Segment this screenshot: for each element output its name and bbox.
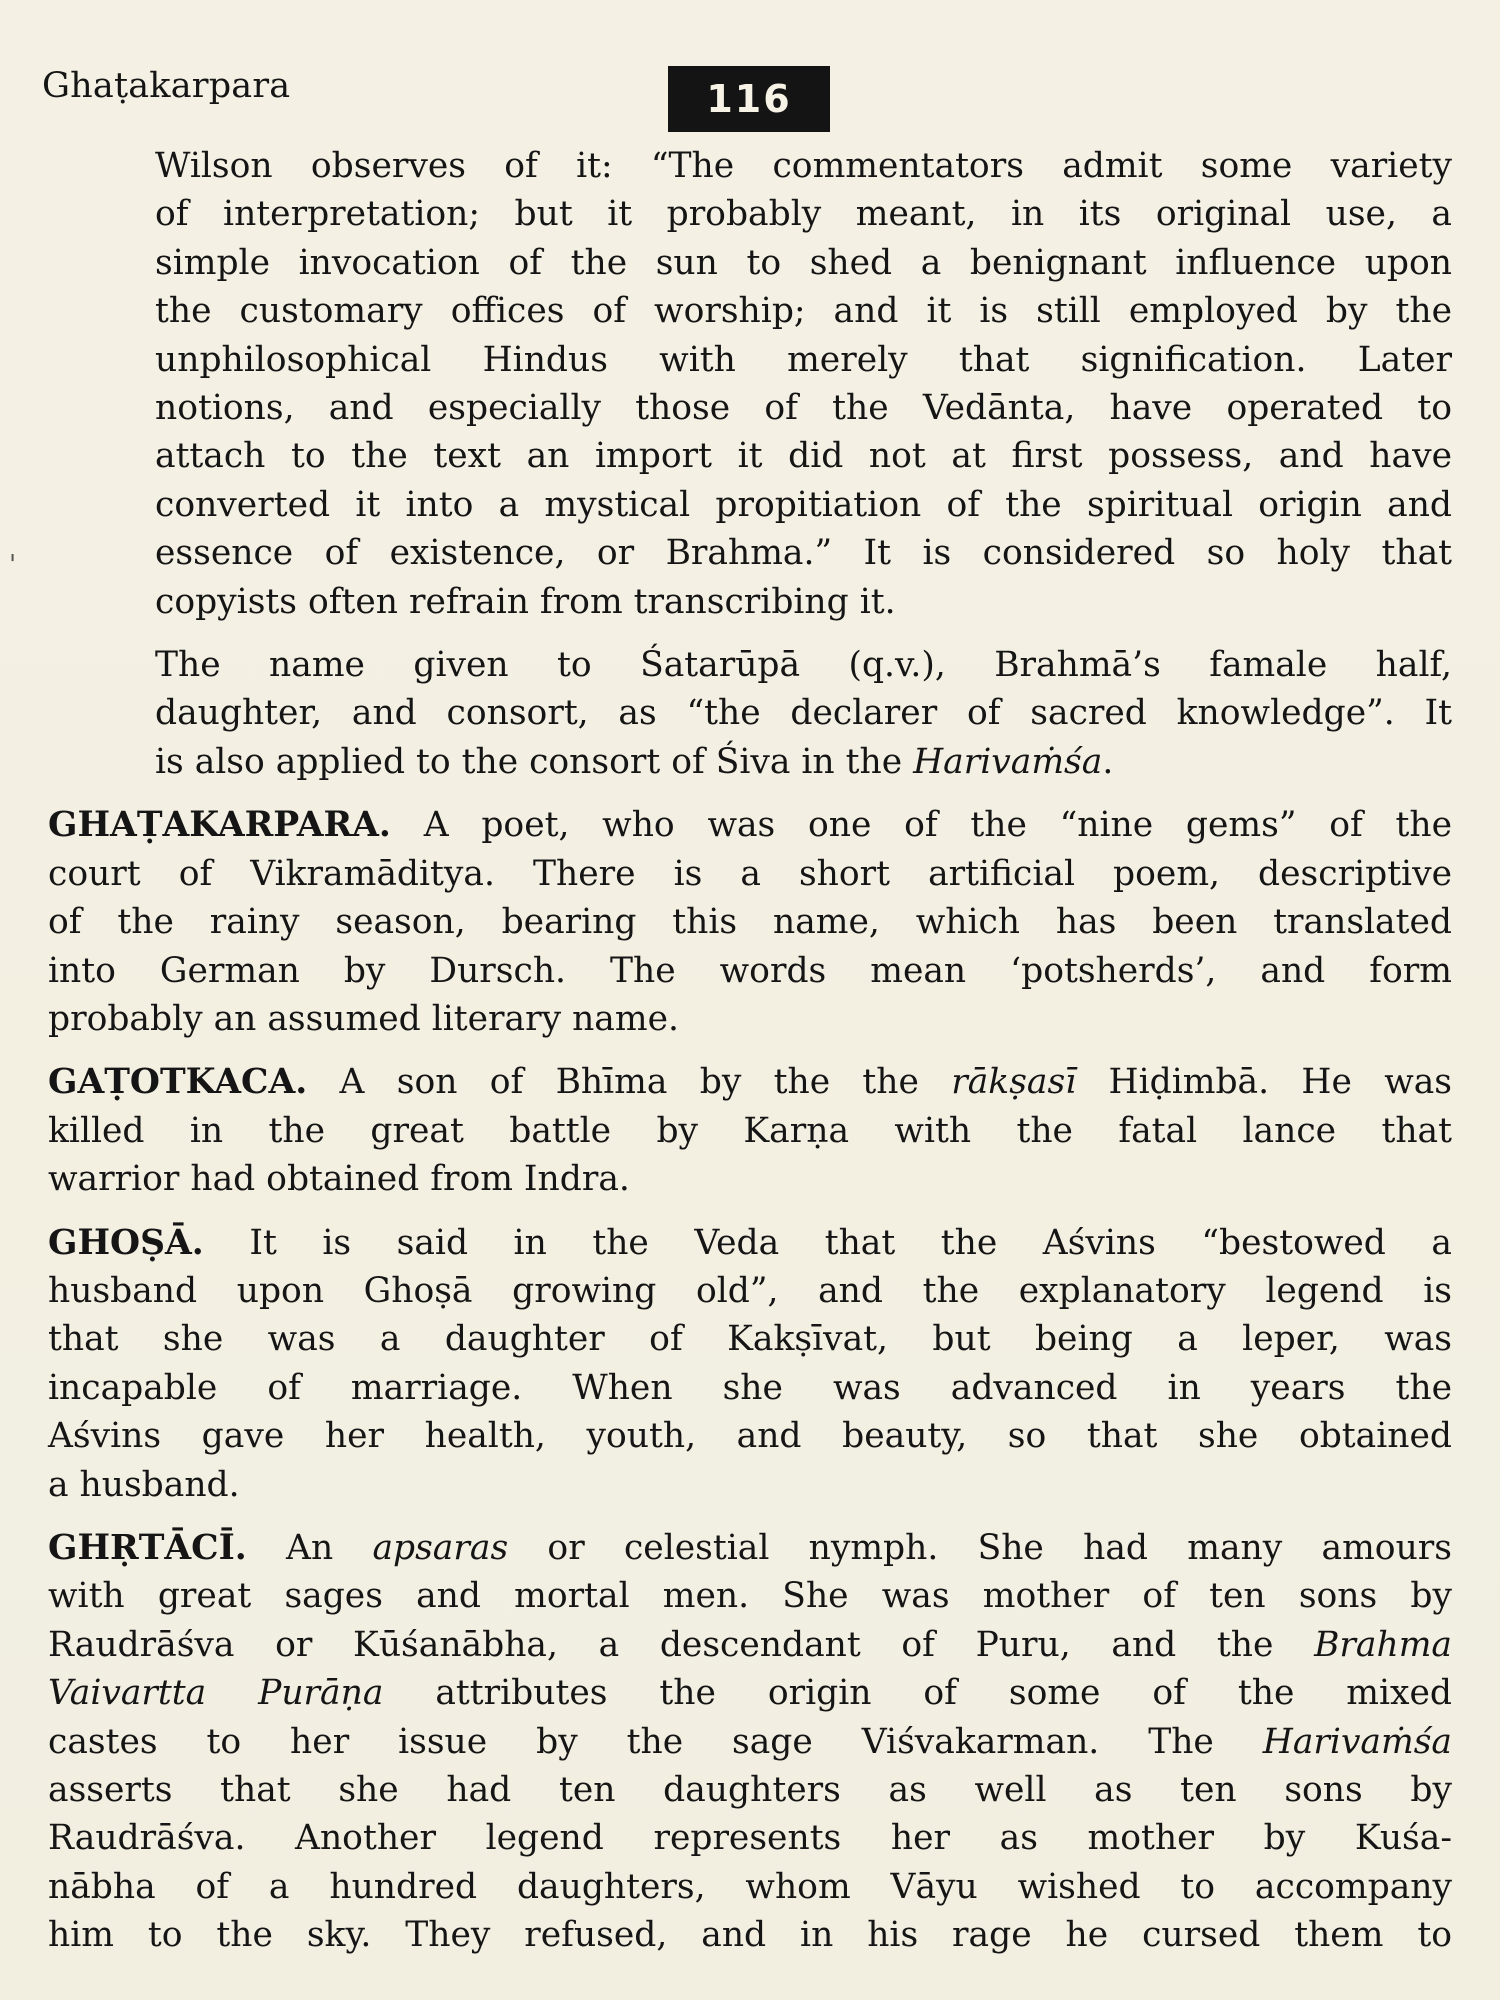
text-run: castes to her issue by the sage Viśvakarman. The — [48, 1721, 1263, 1762]
text-line: of interpretation; but it probably meant, in its original use, a — [155, 194, 1452, 235]
text-line — [48, 801, 1452, 849]
text-line — [48, 738, 1452, 786]
text-line: attach to the text an import it did not at first possess, and have — [155, 436, 1452, 477]
text-line: notions, and especially those of the Vedānta, have operated to — [155, 388, 1452, 429]
text-line — [48, 1524, 1452, 1572]
entry-ghatakarpara — [48, 801, 1452, 1043]
text-line: essence of existence, or Brahma.” It is considered so holy that — [155, 533, 1452, 574]
entry-headword: GHAṬAKARPARA. — [48, 805, 391, 846]
paragraph-satarupa — [48, 641, 1452, 786]
entry-ghrtaci — [48, 1524, 1452, 1960]
text-line: converted it into a mystical propitiation of the spiritual origin and — [155, 484, 1452, 525]
text-line: probably an assumed literary name. — [48, 998, 679, 1039]
text-run: . — [1102, 741, 1114, 782]
text-line: unphilosophical Hindus with merely that signification. Later — [155, 339, 1452, 380]
text-line: the customary offices of worship; and it is still employed by the — [155, 291, 1452, 332]
text-line: daughter, and consort, as “the declarer of sacred knowledge”. It — [155, 693, 1452, 734]
text-line: with great sages and mortal men. She was mother of ten sons by — [48, 1576, 1452, 1617]
text-line: simple invocation of the sun to shed a benignant influence upon — [155, 242, 1452, 283]
text-line: court of Vikramāditya. There is a short artificial poem, descriptive — [48, 853, 1452, 894]
text-line: copyists often refrain from transcribing it. — [155, 581, 896, 622]
italic-term: apsaras — [372, 1527, 509, 1568]
entry-headword: GHOṢĀ. — [48, 1222, 204, 1263]
text-run: attributes the origin of some of the mixed — [383, 1673, 1453, 1714]
running-head: Ghaṭakarpara — [42, 66, 291, 106]
text-run: An — [246, 1527, 373, 1568]
text-line: that she was a daughter of Kakṣīvat, but being a leper, was — [48, 1319, 1452, 1360]
text-line: The name given to Śatarūpā (q.v.), Brahmā’s famale half, — [155, 645, 1452, 686]
text-line — [48, 1718, 1452, 1766]
italic-title: Harivaṁśa — [913, 741, 1103, 782]
text-line: killed in the great battle by Karṇa with the fatal lance that — [48, 1110, 1452, 1151]
text-line: nābha of a hundred daughters, whom Vāyu wished to accompany — [48, 1866, 1452, 1907]
entry-headword: GHṚTĀCĪ. — [48, 1527, 247, 1568]
text-run: or celestial nymph. She had many amours — [508, 1527, 1452, 1568]
text-line: of the rainy season, bearing this name, which has been translated — [48, 902, 1452, 943]
text-line: Aśvins gave her health, youth, and beauty, so that she obtained — [48, 1416, 1452, 1457]
text-line: Raudrāśva. Another legend represents her as mother by Kuśa- — [48, 1818, 1452, 1859]
italic-title: Brahma — [1314, 1624, 1452, 1665]
entry-ghosa — [48, 1219, 1452, 1509]
page-number-badge: 116 — [668, 66, 830, 132]
entry-headword: GAṬOTKACA. — [48, 1062, 308, 1103]
text-line: warrior had obtained from Indra. — [48, 1159, 630, 1200]
text-line: husband upon Ghoṣā growing old”, and the explanatory legend is — [48, 1270, 1452, 1311]
text-line: Wilson observes of it: “The commentators admit some variety — [155, 146, 1452, 186]
text-run: It is said in the Veda that the Aśvins “bestowed a — [203, 1222, 1452, 1263]
italic-term: rākṣasī — [951, 1062, 1077, 1103]
italic-title: Vaivartta Purāṇa — [48, 1673, 384, 1714]
text-line: a husband. — [48, 1464, 240, 1505]
paragraph-wilson-quote — [48, 142, 1452, 626]
text-line — [48, 1621, 1452, 1669]
margin-mark: ' — [9, 550, 17, 580]
entry-gatotkaca — [48, 1058, 1452, 1203]
text-line: incapable of marriage. When she was advanced in years the — [48, 1367, 1452, 1408]
text-line: him to the sky. They refused, and in his rage he cursed them to — [48, 1915, 1452, 1956]
text-line — [48, 1058, 1452, 1106]
text-line: into German by Dursch. The words mean ‘potsherds’, and form — [48, 950, 1452, 991]
body-text — [48, 142, 1452, 1975]
text-run: is also applied to the consort of Śiva in the — [155, 741, 914, 782]
text-run: A son of Bhīma by the the — [307, 1062, 952, 1103]
italic-title: Harivaṁśa — [1262, 1721, 1452, 1762]
text-run: Raudrāśva or Kūśanābha, a descendant of Puru, and the — [48, 1624, 1315, 1665]
text-line: asserts that she had ten daughters as well as ten sons by — [48, 1770, 1452, 1810]
text-run: Hiḍimbā. He was — [1076, 1062, 1452, 1103]
text-line — [48, 1669, 1452, 1717]
text-line — [48, 1219, 1452, 1267]
text-run: A poet, who was one of the “nine gems” of the — [390, 805, 1452, 846]
